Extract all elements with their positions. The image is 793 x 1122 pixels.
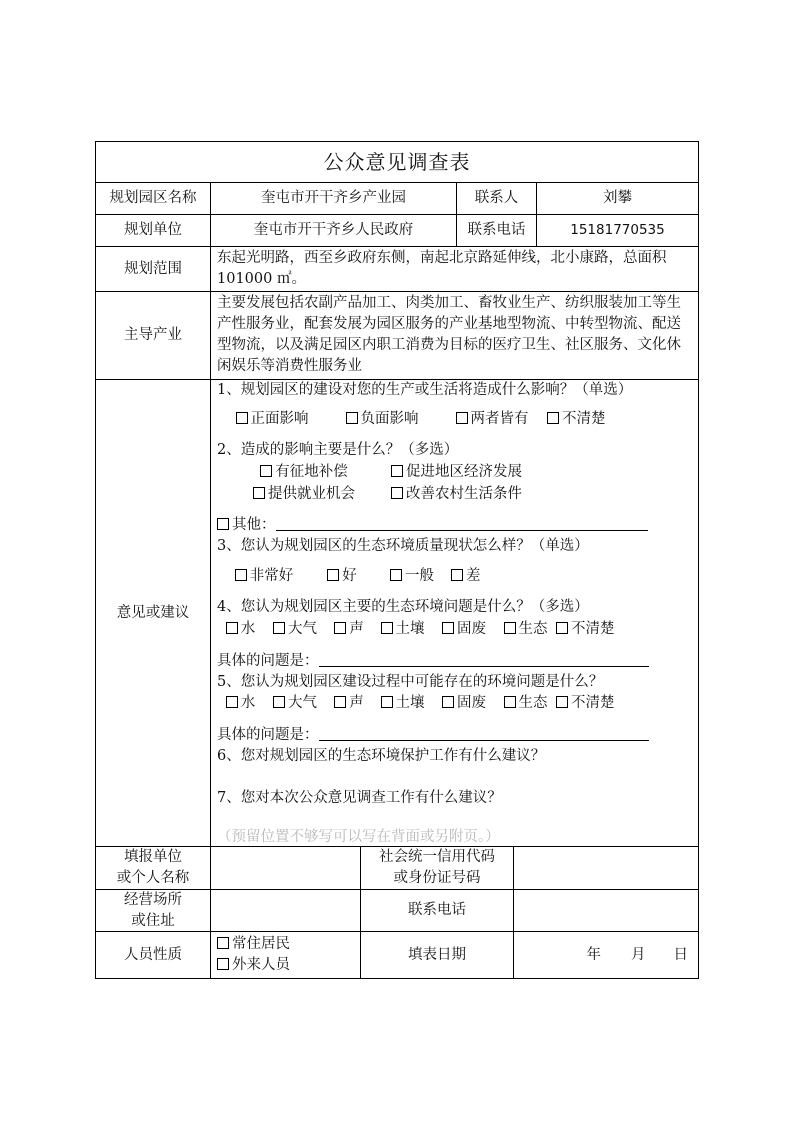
person-row xyxy=(96,931,698,978)
question-3-options xyxy=(217,566,481,586)
space-note: （预留位置不够写可以写在背面或另附页。） xyxy=(217,829,500,845)
checkbox-icon[interactable] xyxy=(235,569,247,581)
q3-option-average[interactable]: 一般 xyxy=(373,566,451,586)
q4-detail-row xyxy=(217,651,649,671)
checkbox-icon[interactable] xyxy=(456,412,468,424)
scope-value: 东起光明路，西至乡政府东侧，南起北京路延伸线，北小康路，总面积 101000 ㎡。 xyxy=(210,247,698,291)
question-1-options xyxy=(217,409,606,429)
question-1: 1、规划园区的建设对您的生产或生活将造成什么影响？（单选） xyxy=(217,382,633,398)
checkbox-icon[interactable] xyxy=(504,696,516,708)
checkbox-icon[interactable] xyxy=(217,518,229,530)
checkbox-icon[interactable] xyxy=(547,412,559,424)
opinion-row xyxy=(96,379,698,846)
industry-value: 主要发展包括农副产品加工、肉类加工、畜牧业生产、纺织服装加工等生产性服务业，配套发展为园区服务的产业基地型物流、中转型物流、配送型物流，以及满足园区内职工消费为目标的医疗卫生、社区服务、文化休闲娱乐等消费性服务业 xyxy=(210,292,698,379)
checkbox-icon[interactable] xyxy=(226,696,238,708)
q5-option-noise[interactable]: 声 xyxy=(326,693,372,713)
form-title: 公众意见调查表 xyxy=(323,149,471,174)
q2-other-label: 其他： xyxy=(232,517,276,533)
contact-label: 联系人 xyxy=(456,183,536,214)
checkbox-icon[interactable] xyxy=(217,937,229,949)
checkbox-icon[interactable] xyxy=(273,696,285,708)
park-name-label: 规划园区名称 xyxy=(109,190,197,206)
question-5: 5、您认为规划园区建设过程中可能存在的环境问题是什么？ xyxy=(217,674,604,690)
person-type-label: 人员性质 xyxy=(124,946,182,963)
q5-option-ecology[interactable]: 生态 xyxy=(495,693,556,713)
question-5-options xyxy=(217,693,615,713)
scope-row xyxy=(96,246,698,291)
q5-detail-input-line[interactable] xyxy=(319,726,649,741)
person-type-visitor[interactable]: 外来人员 xyxy=(217,955,290,976)
unit-value: 奎屯市开干齐乡人民政府 xyxy=(210,215,456,246)
checkbox-icon[interactable] xyxy=(391,487,403,499)
q5-option-water[interactable]: 水 xyxy=(217,693,264,713)
question-7: 7、您对本次公众意见调查工作有什么建议？ xyxy=(217,790,502,806)
filler-row xyxy=(96,846,698,889)
q4-option-soil[interactable]: 土壤 xyxy=(372,619,433,639)
q2-other-row xyxy=(217,515,648,535)
q4-option-unclear[interactable]: 不清楚 xyxy=(556,619,615,639)
checkbox-icon[interactable] xyxy=(390,569,402,581)
q1-option-both[interactable]: 两者皆有 xyxy=(437,409,547,429)
checkbox-icon[interactable] xyxy=(253,487,265,499)
industry-row xyxy=(96,291,698,379)
checkbox-icon[interactable] xyxy=(334,696,346,708)
q5-option-air[interactable]: 大气 xyxy=(264,693,326,713)
scope-label: 规划范围 xyxy=(124,260,182,277)
question-2: 2、造成的影响主要是什么？（多选） xyxy=(217,442,459,458)
title-row xyxy=(96,142,698,182)
opinion-area xyxy=(210,380,698,847)
industry-label: 主导产业 xyxy=(124,327,182,343)
q1-option-negative[interactable]: 负面影响 xyxy=(327,409,437,429)
checkbox-icon[interactable] xyxy=(556,622,568,634)
checkbox-icon[interactable] xyxy=(226,622,238,634)
date-month: 月 xyxy=(631,946,646,963)
question-2-options-row-2 xyxy=(217,484,522,504)
date-input[interactable] xyxy=(513,932,698,978)
q2-option-economy[interactable]: 促进地区经济发展 xyxy=(391,462,522,482)
unit-label: 规划单位 xyxy=(124,222,182,238)
question-4-options xyxy=(217,619,615,639)
q3-option-poor[interactable]: 差 xyxy=(451,566,481,586)
phone-label: 联系电话 xyxy=(456,215,536,246)
q3-option-good[interactable]: 好 xyxy=(311,566,373,586)
checkbox-icon[interactable] xyxy=(327,569,339,581)
checkbox-icon[interactable] xyxy=(236,412,248,424)
q2-option-living[interactable]: 改善农村生活条件 xyxy=(391,484,522,504)
q5-option-waste[interactable]: 固废 xyxy=(433,693,495,713)
q5-option-unclear[interactable]: 不清楚 xyxy=(556,693,615,713)
contact-phone-label: 联系电话 xyxy=(360,890,513,931)
filler-label: 填报单位 或个人名称 xyxy=(116,849,190,886)
checkbox-icon[interactable] xyxy=(346,412,358,424)
q4-option-ecology[interactable]: 生态 xyxy=(495,619,556,639)
person-type-options xyxy=(210,932,360,978)
question-4: 4、您认为规划园区主要的生态环境问题是什么？（多选） xyxy=(217,599,589,615)
person-type-resident[interactable]: 常住居民 xyxy=(217,934,290,955)
credit-code-input[interactable] xyxy=(513,847,698,889)
q4-option-noise[interactable]: 声 xyxy=(326,619,372,639)
date-year: 年 xyxy=(586,946,601,963)
q2-option-compensation[interactable]: 有征地补偿 xyxy=(217,462,391,482)
checkbox-icon[interactable] xyxy=(260,465,272,477)
checkbox-icon[interactable] xyxy=(451,569,463,581)
q1-option-unclear[interactable]: 不清楚 xyxy=(547,409,606,429)
park-name-value: 奎屯市开干齐乡产业园 xyxy=(210,183,456,214)
q4-option-water[interactable]: 水 xyxy=(217,619,264,639)
checkbox-icon[interactable] xyxy=(504,622,516,634)
checkbox-icon[interactable] xyxy=(381,696,393,708)
credit-code-label: 社会统一信用代码 或身份证号码 xyxy=(360,847,513,889)
phone-value: 15181770535 xyxy=(536,215,698,246)
q4-option-waste[interactable]: 固废 xyxy=(433,619,495,639)
checkbox-icon[interactable] xyxy=(334,622,346,634)
q5-detail-row xyxy=(217,725,649,745)
q2-other-input-line[interactable] xyxy=(276,516,648,531)
q3-option-very-good[interactable]: 非常好 xyxy=(217,566,311,586)
address-label: 经营场所 或住址 xyxy=(124,891,182,929)
park-row xyxy=(96,182,698,214)
question-3: 3、您认为规划园区的生态环境质量现状怎么样？（单选） xyxy=(217,538,589,554)
checkbox-icon[interactable] xyxy=(381,622,393,634)
date-label: 填表日期 xyxy=(360,932,513,978)
checkbox-icon[interactable] xyxy=(556,696,568,708)
survey-form xyxy=(95,141,699,979)
checkbox-icon[interactable] xyxy=(391,465,403,477)
question-2-options-row-1 xyxy=(217,462,522,482)
contact-value: 刘攀 xyxy=(536,183,698,214)
unit-row xyxy=(96,214,698,246)
checkbox-icon[interactable] xyxy=(273,622,285,634)
q5-detail-label: 具体的问题是： xyxy=(217,727,319,743)
q4-detail-label: 具体的问题是： xyxy=(217,653,319,669)
q2-option-employment[interactable]: 提供就业机会 xyxy=(217,484,391,504)
question-6: 6、您对规划园区的生态环境保护工作有什么建议？ xyxy=(217,748,546,764)
contact-phone-input[interactable] xyxy=(513,890,698,931)
q1-option-positive[interactable]: 正面影响 xyxy=(217,409,327,429)
checkbox-icon[interactable] xyxy=(442,622,454,634)
checkbox-icon[interactable] xyxy=(217,958,229,970)
address-row xyxy=(96,889,698,931)
q5-option-soil[interactable]: 土壤 xyxy=(372,693,433,713)
opinion-label: 意见或建议 xyxy=(116,604,190,621)
address-input[interactable] xyxy=(210,890,360,931)
q4-option-air[interactable]: 大气 xyxy=(264,619,326,639)
checkbox-icon[interactable] xyxy=(442,696,454,708)
q4-detail-input-line[interactable] xyxy=(319,652,649,667)
date-day: 日 xyxy=(673,946,688,963)
filler-input[interactable] xyxy=(210,847,360,889)
